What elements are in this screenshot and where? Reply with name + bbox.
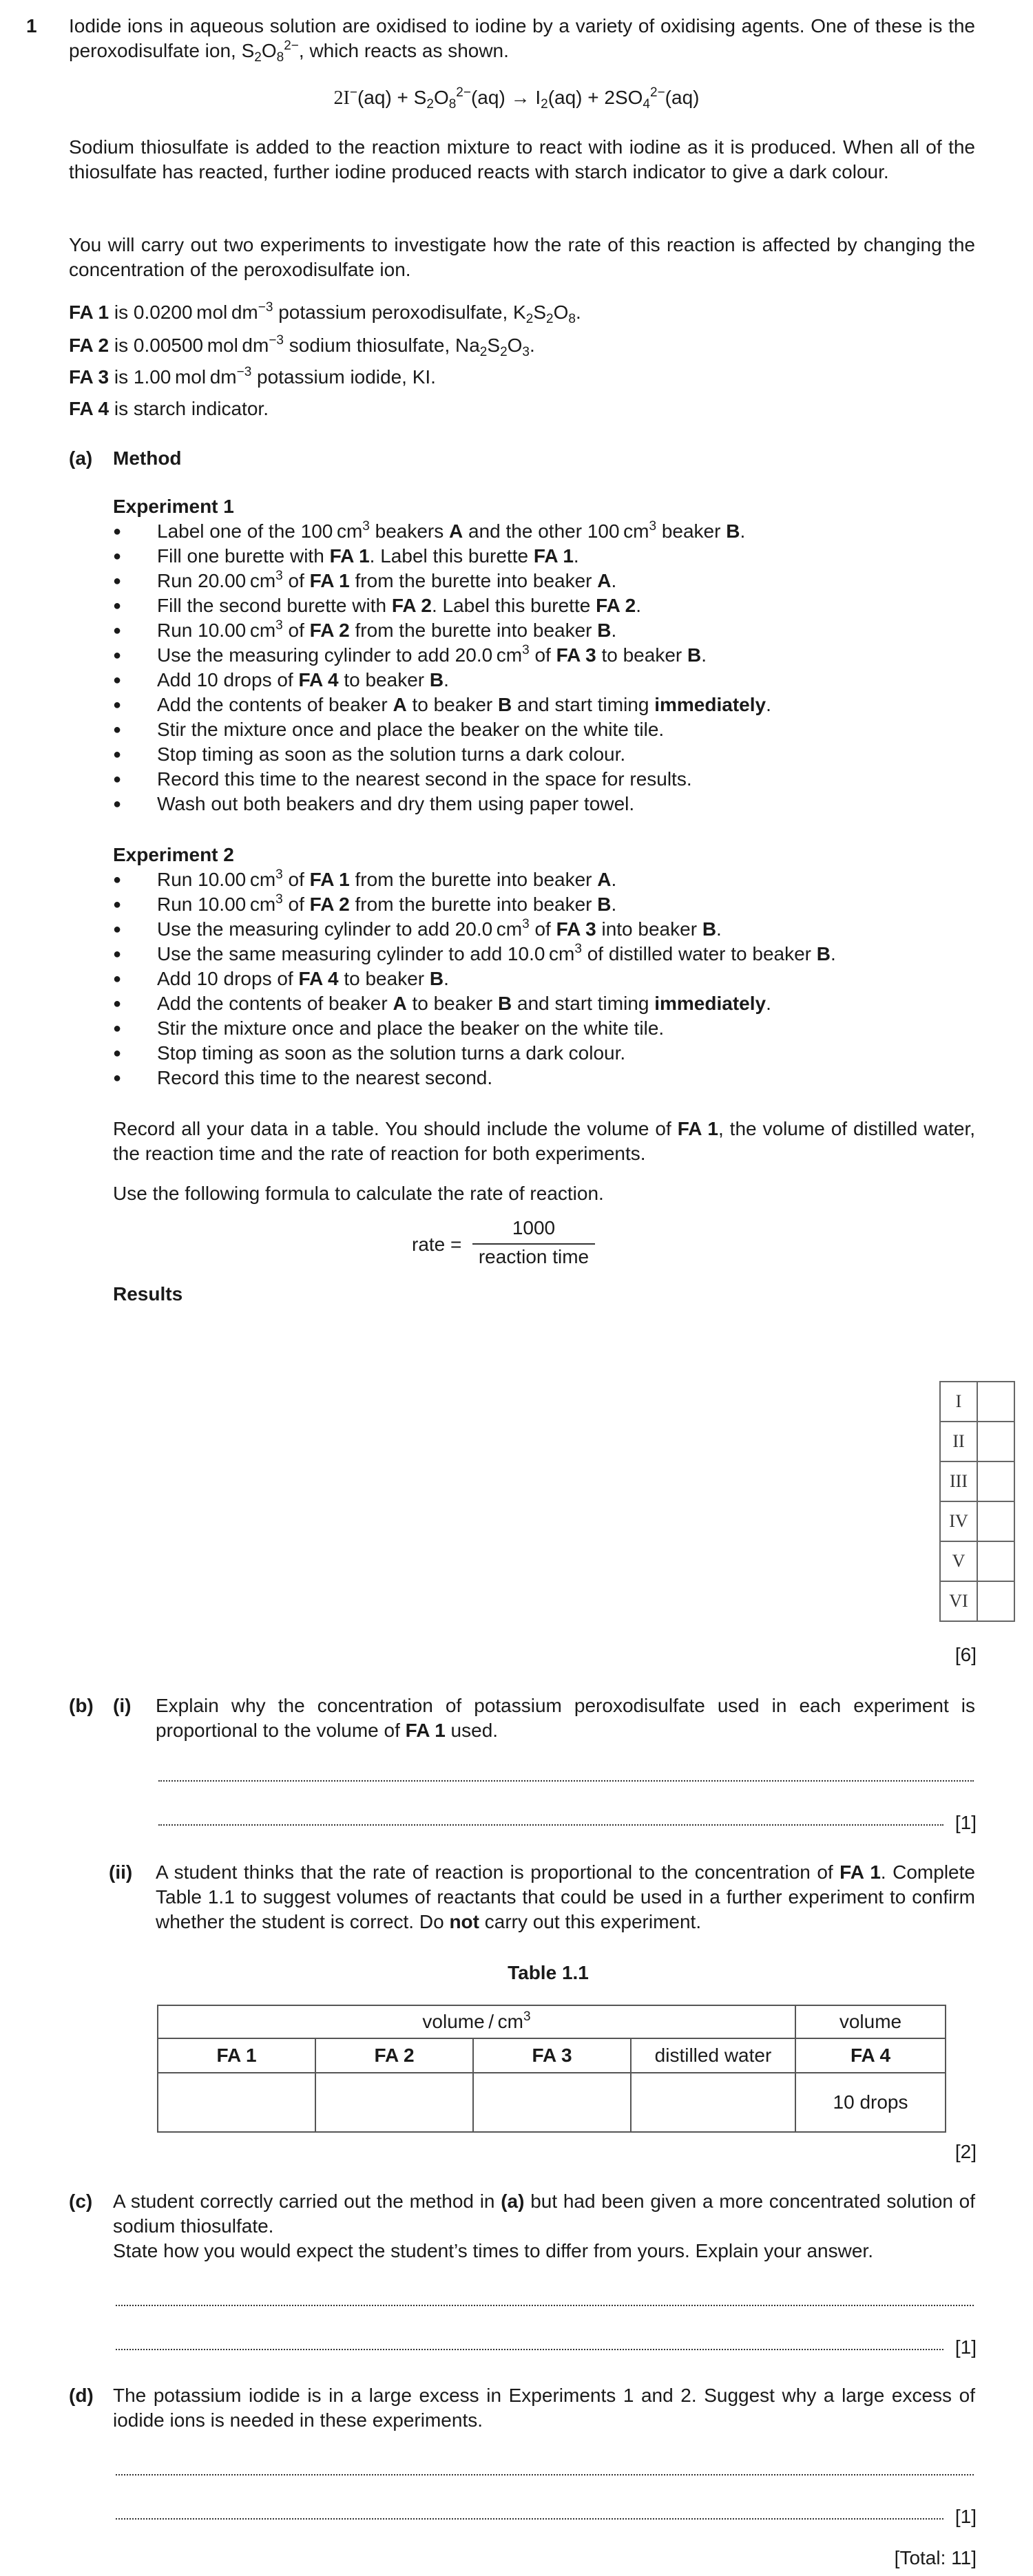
column-header-fa2: FA 2 <box>315 2038 473 2073</box>
method-step: ● Use the measuring cylinder to add 20.0 $cm^3$ of FA 3 to beaker B. <box>113 643 981 668</box>
method-step: ● Label one of the 100 $cm^3$ beakers A and the other 100 $cm^3$ beaker B. <box>113 519 981 544</box>
mark-box[interactable] <box>977 1581 1014 1621</box>
method-step: ● Fill one burette with FA 1. Label this burette FA 1. <box>113 544 981 569</box>
mark-box-label: VI <box>940 1581 977 1621</box>
part-d-label: (d) <box>69 2385 94 2406</box>
answer-line[interactable] <box>158 1824 943 1826</box>
answer-line[interactable] <box>116 2518 943 2520</box>
mark-box[interactable] <box>977 1422 1014 1461</box>
mark-box-label: V <box>940 1541 977 1581</box>
mark-box[interactable] <box>977 1541 1014 1581</box>
column-header-distilled-water: distilled water <box>631 2038 795 2073</box>
mark-box-row <box>940 1422 1014 1461</box>
reagent-fa4: FA 4 is starch indicator. <box>69 398 269 419</box>
part-b-i-question: Explain why the concentration of potassium peroxodisulfate used in each experiment is proportional to the volume of FA 1 used. <box>156 1695 975 1741</box>
mark-box[interactable] <box>977 1501 1014 1541</box>
method-step: ● Add 10 drops of FA 4 to beaker B. <box>113 668 981 693</box>
answer-line[interactable] <box>116 2349 943 2350</box>
mark-box-row <box>940 1541 1014 1581</box>
table-data-row <box>158 2073 946 2132</box>
part-b-i-label: (i) <box>113 1695 132 1716</box>
total-marks: [Total: 11] <box>894 2547 977 2568</box>
examiner-mark-boxes <box>939 1381 1015 1622</box>
method-step: ● Record this time to the nearest second in the space for results. <box>113 767 981 792</box>
mark-box[interactable] <box>977 1382 1014 1422</box>
results-heading: Results <box>113 1283 183 1305</box>
reagent-fa2: FA 2 is 0.00500 mol $dm^{-3}$ sodium thiosulfate, $Na_2S_2O_3$. <box>69 333 535 359</box>
part-b-ii-question: A student thinks that the rate of reaction is proportional to the concentration of FA 1. Complete Table 1.1 to suggest volumes of reactants that could be used in a further experiment to confirm whether the student is correct. Do not carry out this experiment. <box>156 1861 975 1932</box>
method-step: ● Stop timing as soon as the solution turns a dark colour. <box>113 742 981 767</box>
volume-group-header: volume / $cm^3$ <box>158 2005 795 2038</box>
table-title: Table 1.1 <box>508 1962 589 1983</box>
cell-distilled-water-volume[interactable] <box>631 2073 795 2132</box>
method-step: ● Stir the mixture once and place the beaker on the white tile. <box>113 717 981 742</box>
intro-paragraph: Iodide ions in aqueous solution are oxidised to iodine by a variety of oxidising agents. One of these is the peroxodisulfate ion, $S_2O_8^{2-}$, which reacts as shown. <box>69 15 975 65</box>
part-a-mark: [6] <box>954 1644 977 1665</box>
cell-fa4-volume: 10 drops <box>795 2073 946 2132</box>
part-d-mark: [1] <box>954 2506 977 2527</box>
method-step: ● Fill the second burette with FA 2. Label this burette FA 2. <box>113 593 981 618</box>
table-column-header-row <box>158 2038 946 2073</box>
record-instructions: Record all your data in a table. You should include the volume of FA 1, the volume of distilled water, the reaction time and the rate of reaction for both experiments. <box>113 1118 975 1164</box>
mark-box-row <box>940 1501 1014 1541</box>
method-step: ● Run 10.00 $cm^3$ of FA 2 from the burette into beaker B. <box>113 892 981 917</box>
experiment-2-steps <box>113 867 981 1090</box>
method-step: ● Add 10 drops of FA 4 to beaker B. <box>113 967 981 991</box>
reaction-equation: $2I^-(aq) + S_2O_8^{2-}(aq) \to I_2(aq) + 2SO_4^{2-}(aq)$ <box>333 85 700 112</box>
column-header-fa1: FA 1 <box>158 2038 315 2073</box>
answer-line[interactable] <box>116 2305 974 2306</box>
task-paragraph: You will carry out two experiments to investigate how the rate of this reaction is affected by changing the concentration of the peroxodisulfate ion. <box>69 234 975 280</box>
table-1-1 <box>157 2005 946 2133</box>
mark-box-label: II <box>940 1422 977 1461</box>
mark-box-label: IV <box>940 1501 977 1541</box>
mark-box-row <box>940 1461 1014 1501</box>
method-step: ● Wash out both beakers and dry them using paper towel. <box>113 792 981 816</box>
volume-group-header-fa4: volume <box>795 2005 946 2038</box>
reagent-fa1: FA 1 is 0.0200 mol $dm^{-3}$ potassium peroxodisulfate, $K_2S_2O_8$. <box>69 300 581 326</box>
part-c-mark: [1] <box>954 2336 977 2358</box>
formula-denominator: reaction time <box>478 1246 589 1267</box>
part-b-i-mark: [1] <box>954 1812 977 1833</box>
method-step: ● Add the contents of beaker A to beaker B and start timing immediately. <box>113 693 981 717</box>
part-d-question: The potassium iodide is in a large excess in Experiments 1 and 2. Suggest why a large excess of iodide ions is needed in these experiments. <box>113 2385 975 2431</box>
method-step: ● Stop timing as soon as the solution turns a dark colour. <box>113 1041 981 1066</box>
column-header-fa3: FA 3 <box>473 2038 631 2073</box>
method-step: ● Run 10.00 $cm^3$ of FA 2 from the burette into beaker B. <box>113 618 981 643</box>
method-step: ● Run 10.00 $cm^3$ of FA 1 from the burette into beaker A. <box>113 867 981 892</box>
part-b-label: (b) <box>69 1695 94 1716</box>
mark-box-row <box>940 1382 1014 1422</box>
experiment-1-steps <box>113 519 981 816</box>
answer-line[interactable] <box>158 1780 974 1782</box>
method-step: ● Add the contents of beaker A to beaker B and start timing immediately. <box>113 991 981 1016</box>
formula-numerator: 1000 <box>512 1217 556 1238</box>
formula-intro: Use the following formula to calculate the rate of reaction. <box>113 1183 604 1204</box>
answer-line[interactable] <box>116 2474 974 2475</box>
mark-box-label: I <box>940 1382 977 1422</box>
thiosulfate-paragraph: Sodium thiosulfate is added to the reaction mixture to react with iodine as it is produced. When all of the thiosulfate has reacted, further iodine produced reacts with starch indicator to give a dark colour. <box>69 136 975 182</box>
formula-lhs: rate = <box>412 1234 462 1255</box>
method-heading: Method <box>113 447 182 469</box>
method-step: ● Stir the mixture once and place the beaker on the white tile. <box>113 1016 981 1041</box>
cell-fa1-volume[interactable] <box>158 2073 315 2132</box>
cell-fa2-volume[interactable] <box>315 2073 473 2132</box>
mark-box-label: III <box>940 1461 977 1501</box>
part-b-ii-mark: [2] <box>954 2141 977 2162</box>
experiment-1-heading: Experiment 1 <box>113 496 234 517</box>
column-header-fa4: FA 4 <box>795 2038 946 2073</box>
part-c-question: A student correctly carried out the method in (a) but had been given a more concentrated solution of sodium thiosulfate. State how you would expect the student’s times to differ from yours. Explain your answer. <box>113 2190 976 2261</box>
part-c-label: (c) <box>69 2190 93 2212</box>
part-a-label: (a) <box>69 447 93 469</box>
reagent-fa3: FA 3 is 1.00 mol $dm^{-3}$ potassium iodide, KI. <box>69 365 436 388</box>
mark-box-row <box>940 1581 1014 1621</box>
question-number: 1 <box>26 15 37 36</box>
mark-box[interactable] <box>977 1461 1014 1501</box>
method-step: ● Run 20.00 $cm^3$ of FA 1 from the burette into beaker A. <box>113 569 981 593</box>
table-group-header-row <box>158 2005 946 2038</box>
part-b-ii-label: (ii) <box>109 1861 133 1883</box>
method-step: ● Use the same measuring cylinder to add 10.0 $cm^3$ of distilled water to beaker B. <box>113 942 981 967</box>
method-step: ● Use the measuring cylinder to add 20.0 $cm^3$ of FA 3 into beaker B. <box>113 917 981 942</box>
cell-fa3-volume[interactable] <box>473 2073 631 2132</box>
experiment-2-heading: Experiment 2 <box>113 844 234 865</box>
method-step: ● Record this time to the nearest second. <box>113 1066 981 1090</box>
